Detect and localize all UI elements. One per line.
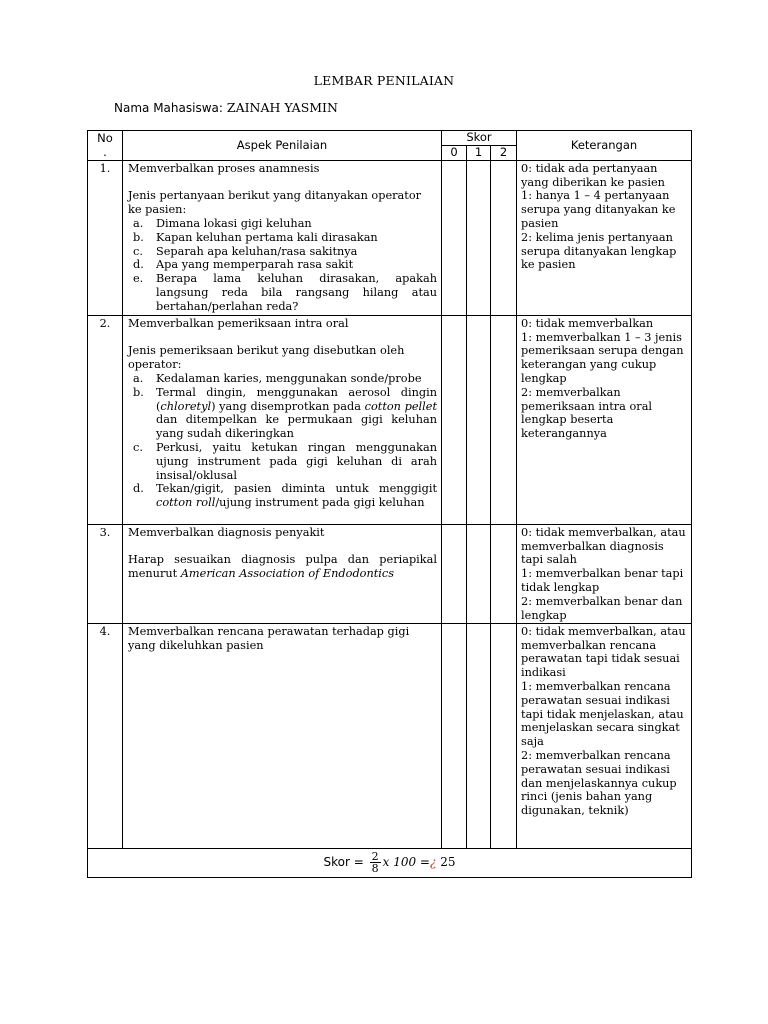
list-item: d. Tekan/gigit, pasien diminta untuk menggigit cotton roll/ujung instrument pada gigi keluhan (133, 482, 437, 510)
aspect-intro: Harap sesuaikan diagnosis pulpa dan periapikal menurut American Association of Endodontics (128, 553, 437, 581)
score-0-cell[interactable] (442, 315, 467, 524)
aspect-items (128, 372, 437, 510)
keterangan-line: 2: memverbalkan benar dan lengkap (521, 594, 683, 622)
header-row (88, 131, 692, 146)
keterangan-cell (517, 524, 692, 623)
header-aspek: Aspek Penilaian (123, 131, 442, 161)
score-2-cell[interactable] (491, 524, 517, 623)
score-0-cell[interactable] (442, 160, 467, 315)
score-1-cell[interactable] (467, 623, 491, 848)
table-row (88, 524, 692, 623)
assessment-table (87, 130, 692, 878)
student-name: ZAINAH YASMIN (226, 100, 338, 115)
header-score-2: 2 (491, 146, 517, 161)
score-0-cell[interactable] (442, 623, 467, 848)
header-keterangan: Keterangan (517, 131, 692, 161)
header-no: No . (88, 131, 123, 161)
list-item: a. Dimana lokasi gigi keluhan (133, 216, 312, 230)
keterangan-line: 2: memverbalkan rencana perawatan sesuai indikasi dan menjelaskannya cukup rinci (jenis bahan yang digunakan, teknik) (521, 748, 677, 818)
score-fraction (370, 851, 381, 874)
aspect-intro: Jenis pertanyaan berikut yang ditanyakan operator ke pasien: (128, 189, 422, 217)
aspect-cell (123, 623, 442, 848)
keterangan-line: 0: tidak memverbalkan, atau memverbalkan diagnosis tapi salah (521, 525, 686, 567)
keterangan-line: 1: memverbalkan benar tapi tidak lengkap (521, 567, 684, 594)
score-2-cell[interactable] (491, 623, 517, 848)
score-0-cell[interactable] (442, 524, 467, 623)
keterangan-line: 2: memverbalkan pemeriksaan intra oral lengkap beserta keterangannya (521, 385, 653, 441)
table-row (88, 315, 692, 524)
aspect-intro: Jenis pemeriksaan berikut yang disebutkan oleh operator: (128, 344, 405, 372)
score-denominator: 8 (371, 862, 379, 876)
score-multiplier: x 100 = (382, 855, 430, 870)
aspect-cell (123, 315, 442, 524)
list-item: b. Kapan keluhan pertama kali dirasakan (133, 230, 378, 244)
list-item: d. Apa yang memperparah rasa sakit (133, 258, 354, 272)
header-skor: Skor (442, 131, 517, 146)
aspect-title: Memverbalkan rencana perawatan terhadap gigi yang dikeluhkan pasien (128, 624, 410, 652)
score-glyph: ¿ (429, 855, 437, 870)
aspect-items (128, 217, 437, 314)
keterangan-cell (517, 623, 692, 848)
keterangan-line: 1: memverbalkan rencana perawatan sesuai indikasi tapi tidak menjelaskan, atau menjelaskan secara singkat saja (521, 679, 684, 749)
keterangan-line: 0: tidak memverbalkan, atau memverbalkan rencana perawatan tapi tidak sesuai indikasi (521, 624, 686, 680)
header-score-1: 1 (467, 146, 491, 161)
row-number: 4. (88, 623, 123, 848)
keterangan-line: 0: tidak memverbalkan (521, 316, 654, 330)
aspect-title: Memverbalkan pemeriksaan intra oral (128, 316, 349, 330)
document-title: LEMBAR PENILAIAN (313, 73, 455, 88)
score-2-cell[interactable] (491, 315, 517, 524)
score-1-cell[interactable] (467, 315, 491, 524)
list-item: c. Perkusi, yaitu ketukan ringan menggunakan ujung instrument pada gigi keluhan di arah insisal/oklusal (133, 440, 437, 482)
list-item: c. Separah apa keluhan/rasa sakitnya (133, 244, 358, 258)
list-item: a. Kedalaman karies, menggunakan sonde/probe (133, 371, 422, 385)
score-result: 25 (440, 855, 456, 870)
list-item: e. Berapa lama keluhan dirasakan, apakah langsung reda bila rangsang hilang atau bertahan/perlahan reda? (133, 272, 437, 313)
aspect-title: Memverbalkan proses anamnesis (128, 161, 320, 175)
score-1-cell[interactable] (467, 524, 491, 623)
score-formula (88, 848, 692, 877)
student-name-line (114, 100, 338, 115)
score-numerator: 2 (371, 850, 379, 864)
keterangan-cell (517, 315, 692, 524)
row-number: 3. (88, 524, 123, 623)
row-number: 1. (88, 160, 123, 315)
row-number: 2. (88, 315, 123, 524)
keterangan-line: 1: hanya 1 – 4 pertanyaan serupa yang ditanyakan ke pasien (521, 189, 676, 230)
keterangan-line: 0: tidak ada pertanyaan yang diberikan ke pasien (521, 161, 665, 189)
score-2-cell[interactable] (491, 160, 517, 315)
keterangan-line: 1: memverbalkan 1 – 3 jenis pemeriksaan serupa dengan keterangan yang cukup lengkap (521, 330, 684, 385)
table-row (88, 160, 692, 315)
aspect-cell (123, 160, 442, 315)
score-label: Skor = (323, 855, 364, 870)
student-label: Nama Mahasiswa: (114, 101, 223, 115)
keterangan-cell (517, 160, 692, 315)
score-row (88, 848, 692, 877)
list-item: b. Termal dingin, menggunakan aerosol dingin (chloretyl) yang disemprotkan pada cotton pellet dan ditempelkan ke permukaan gigi keluhan yang sudah dikeringkan (133, 385, 437, 441)
aspect-cell (123, 524, 442, 623)
score-1-cell[interactable] (467, 160, 491, 315)
keterangan-line: 2: kelima jenis pertanyaan serupa ditanyakan lengkap ke pasien (521, 230, 677, 272)
table-row (88, 623, 692, 848)
aspect-title: Memverbalkan diagnosis penyakit (128, 525, 325, 539)
header-score-0: 0 (442, 146, 467, 161)
